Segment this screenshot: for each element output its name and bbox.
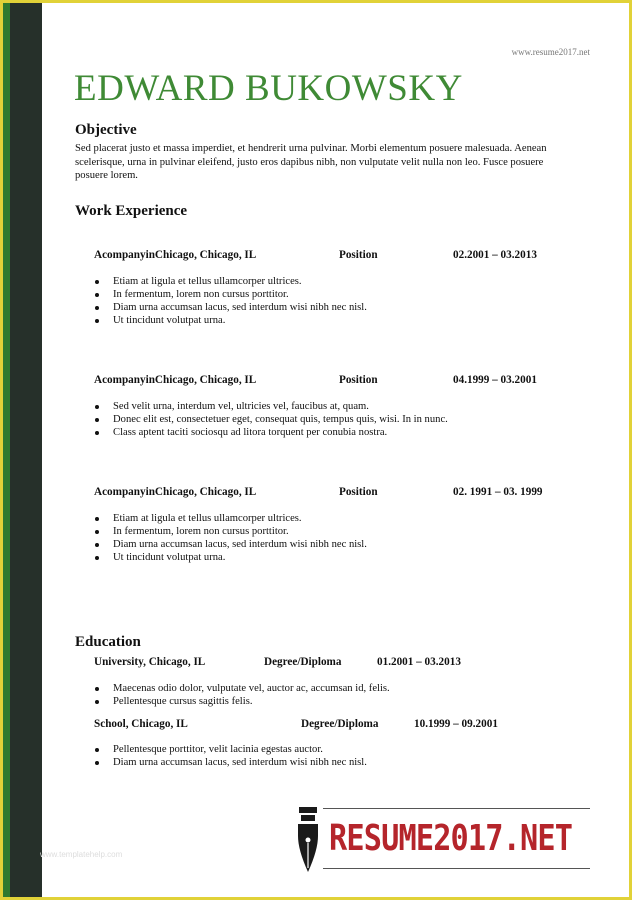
list-item: Diam urna accumsan lacus, sed interdum wisi nibh nec nisl. xyxy=(94,301,574,314)
job-position: Position xyxy=(339,374,378,386)
job-company: AcompanyinChicago, Chicago, IL xyxy=(94,374,257,386)
list-item: Ut tincidunt volutpat urna. xyxy=(94,551,574,564)
list-item: Etiam at ligula et tellus ullamcorper ultrices. xyxy=(94,512,574,525)
list-item: Etiam at ligula et tellus ullamcorper ultrices. xyxy=(94,275,574,288)
candidate-name: EDWARD BUKOWSKY xyxy=(74,68,463,109)
logo-bottom-rule xyxy=(323,868,590,869)
job-header-1 xyxy=(94,249,574,263)
edu-degree: Degree/Diploma xyxy=(264,656,342,668)
list-item: Pellentesque porttitor, velit lacinia egestas auctor. xyxy=(94,743,574,756)
list-item: Pellentesque cursus sagittis felis. xyxy=(94,695,574,708)
objective-text: Sed placerat justo et massa imperdiet, et hendrerit urna pulvinar. Morbi elementum posuere malesuada. Aenean scelerisque, urna in pulvinar eleifend, justo eros dapibus nibh, non vulputate velit nulla non leo. Fusce posuere posuere lorem. xyxy=(75,143,547,181)
site-logo[interactable] xyxy=(295,806,590,874)
education-header-1 xyxy=(94,656,574,670)
edu-degree: Degree/Diploma xyxy=(301,718,379,730)
list-item: In fermentum, lorem non cursus porttitor. xyxy=(94,288,574,301)
list-item: Donec elit est, consectetuer eget, consequat quis, tempus quis, wisi. In in nunc. xyxy=(94,413,574,426)
list-item: In fermentum, lorem non cursus porttitor. xyxy=(94,525,574,538)
logo-text: RESUME2017.NET xyxy=(329,818,573,859)
edu-school: University, Chicago, IL xyxy=(94,656,206,668)
list-item: Ut tincidunt volutpat urna. xyxy=(94,314,574,327)
education-header-2 xyxy=(94,718,574,732)
list-item: Sed velit urna, interdum vel, ultricies vel, faucibus at, quam. xyxy=(94,400,574,413)
job-2-duties xyxy=(94,400,574,439)
list-item: Diam urna accumsan lacus, sed interdum wisi nibh nec nisl. xyxy=(94,538,574,551)
objective-heading: Objective xyxy=(75,122,137,138)
education-2-details xyxy=(94,743,574,769)
job-3-duties xyxy=(94,512,574,564)
header-url[interactable]: www.resume2017.net xyxy=(511,47,590,57)
education-heading: Education xyxy=(75,634,141,650)
list-item: Diam urna accumsan lacus, sed interdum wisi nibh nec nisl. xyxy=(94,756,574,769)
job-company: AcompanyinChicago, Chicago, IL xyxy=(94,486,257,498)
job-dates: 02.2001 – 03.2013 xyxy=(453,249,537,261)
watermark: www.templatehelp.com xyxy=(40,850,123,859)
job-header-3 xyxy=(94,486,574,500)
logo-top-rule xyxy=(323,808,590,809)
job-dates: 04.1999 – 03.2001 xyxy=(453,374,537,386)
sidebar-green-stripe xyxy=(3,3,10,897)
fountain-pen-nib-icon xyxy=(295,806,321,874)
education-1-details xyxy=(94,682,574,708)
list-item: Class aptent taciti sociosqu ad litora torquent per conubia nostra. xyxy=(94,426,574,439)
sidebar-dark-bar xyxy=(10,3,42,897)
edu-school: School, Chicago, IL xyxy=(94,718,188,730)
job-position: Position xyxy=(339,486,378,498)
edu-dates: 01.2001 – 03.2013 xyxy=(377,656,461,668)
edu-dates: 10.1999 – 09.2001 xyxy=(414,718,498,730)
list-item: Maecenas odio dolor, vulputate vel, auctor ac, accumsan id, felis. xyxy=(94,682,574,695)
job-dates: 02. 1991 – 03. 1999 xyxy=(453,486,543,498)
job-1-duties xyxy=(94,275,574,327)
job-company: AcompanyinChicago, Chicago, IL xyxy=(94,249,257,261)
job-position: Position xyxy=(339,249,378,261)
job-header-2 xyxy=(94,374,574,388)
work-experience-heading: Work Experience xyxy=(75,203,188,219)
